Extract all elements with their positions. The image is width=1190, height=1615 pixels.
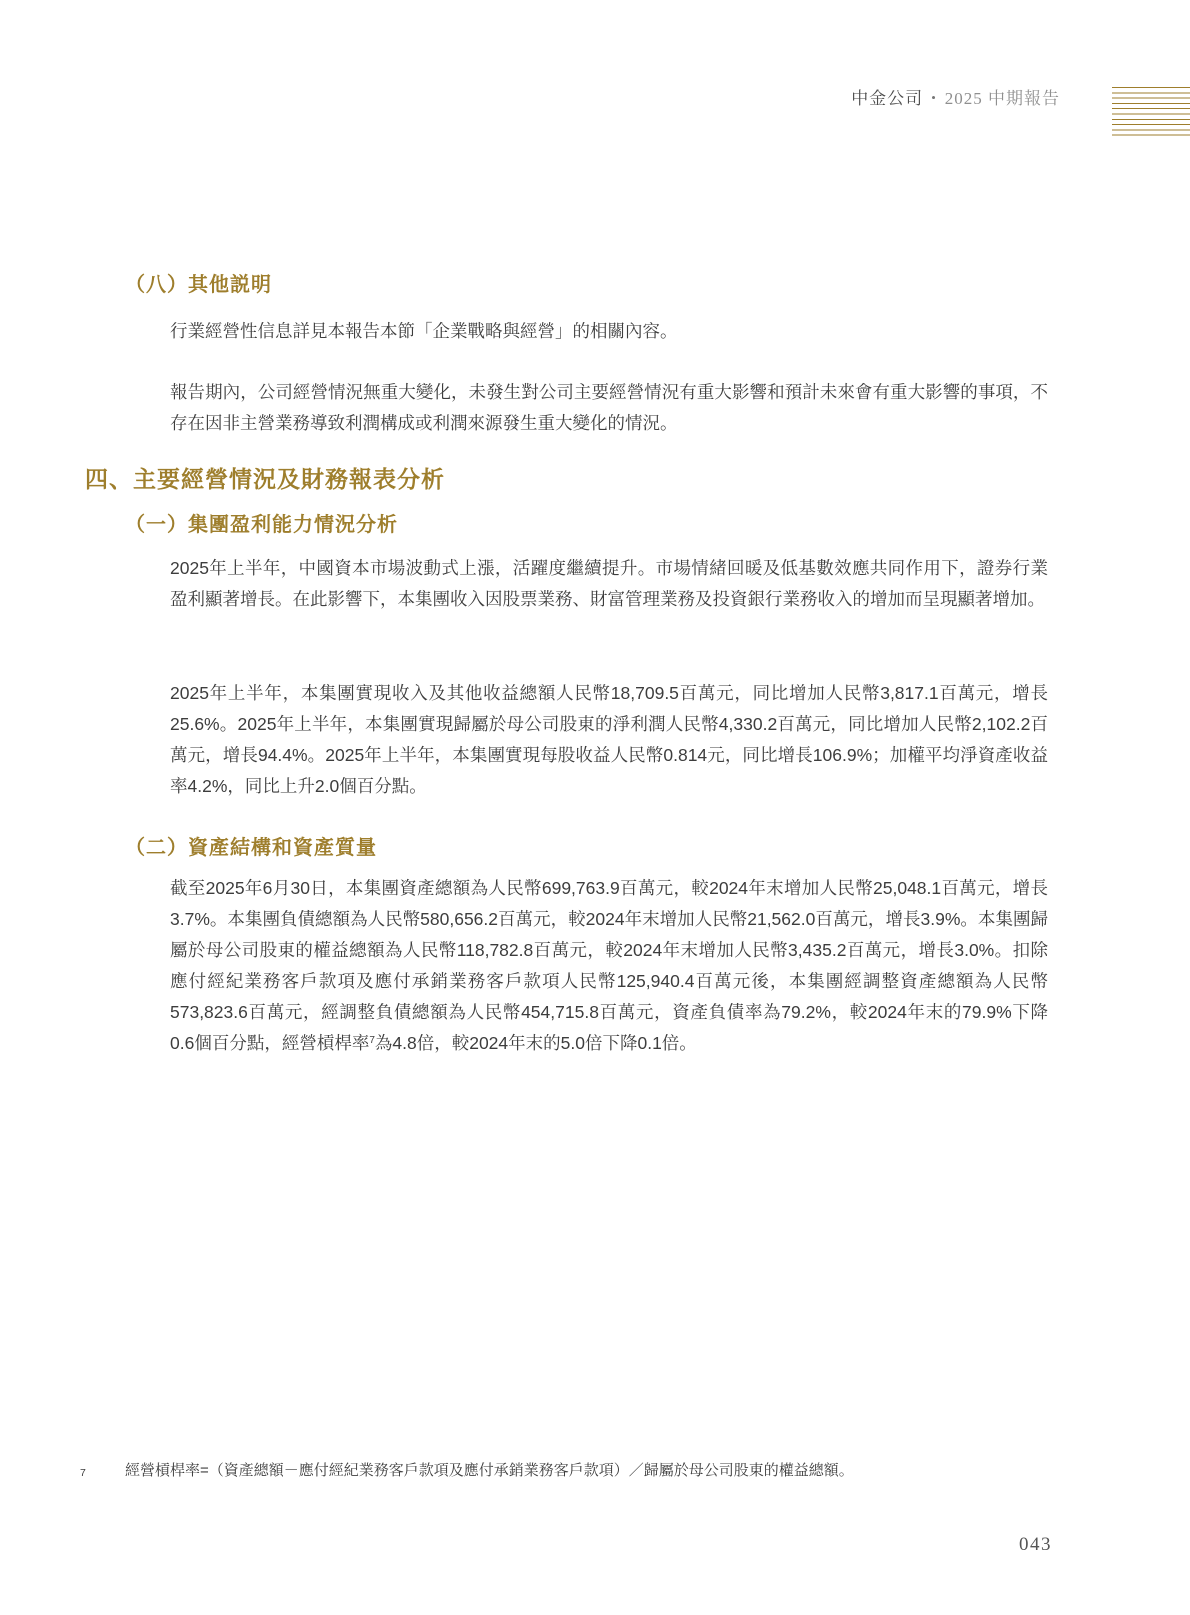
- footnote-reference-7: 7: [369, 1035, 375, 1046]
- section8-paragraph-2: 報告期內，公司經營情況無重大變化，未發生對公司主要經營情況有重大影響和預計未來會有重大影響的事項，不存在因非主營業務導致利潤構成或利潤來源發生重大變化的情況。: [170, 382, 1048, 433]
- sub2-paragraph-text-before-footnote-ref: 截至2025年6月30日，本集團資產總額為人民幣699,763.9百萬元，較2024年末增加人民幣25,048.1百萬元，增長3.7%。本集團負債總額為人民幣580,656.2百萬元，較2024年末增加人民幣21,562.0百萬元，增長3.9%。本集團歸屬於母公司股東的權益總額為人民幣118,782.8百萬元，較2024年末增加人民幣3,435.2百萬元，增長3.0%。扣除應付經紀業務客戶款項及應付承銷業務客戶款項人民幣125,940.4百萬元後，本集團經調整資產總額為人民幣573,823.6百萬元，經調整負債總額為人民幣454,715.8百萬元，資產負債率為79.2%，較2024年末的79.9%下降0.6個百分點，經營槓桿率: [170, 878, 1048, 1053]
- header-bullet-separator: •: [931, 90, 937, 105]
- gold-stripes-decoration: [1112, 87, 1190, 136]
- section4-heading: 四、主要經營情況及財務報表分析: [85, 466, 445, 492]
- section4-sub1-heading: （一）集團盈利能力情況分析: [125, 514, 398, 536]
- sub2-paragraph-1: [170, 873, 1048, 1059]
- report-title: 2025 中期報告: [944, 89, 1060, 108]
- section8-heading: （八）其他説明: [125, 274, 272, 296]
- page-number: 043: [1019, 1534, 1052, 1555]
- footnote-7: [80, 1460, 1040, 1484]
- sub1-paragraph-2: 2025年上半年，本集團實現收入及其他收益總額人民幣18,709.5百萬元，同比增加人民幣3,817.1百萬元，增長25.6%。2025年上半年，本集團實現歸屬於母公司股東的淨利潤人民幣4,330.2百萬元，同比增加人民幣2,102.2百萬元，增長94.4%。2025年上半年，本集團實現每股收益人民幣0.814元，同比增長106.9%；加權平均淨資產收益率4.2%，同比上升2.0個百分點。: [170, 683, 1048, 796]
- section8-paragraph-1: 行業經營性信息詳見本報告本節「企業戰略與經營」的相關內容。: [170, 321, 678, 341]
- footnote-text: 經營槓桿率=（資產總額－應付經紀業務客戶款項及應付承銷業務客戶款項）／歸屬於母公司股東的權益總額。: [125, 1462, 854, 1479]
- sub2-paragraph-text-after-footnote-ref: 為4.8倍，較2024年末的5.0倍下降0.1倍。: [374, 1033, 697, 1053]
- page-header: [851, 84, 1060, 109]
- section4-sub2-heading: （二）資產結構和資產質量: [125, 837, 377, 859]
- company-name: 中金公司: [851, 89, 924, 108]
- footnote-marker: 7: [80, 1467, 86, 1479]
- sub1-paragraph-1: 2025年上半年，中國資本市場波動式上漲，活躍度繼續提升。市場情緒回暖及低基數效應共同作用下，證券行業盈利顯著增長。在此影響下，本集團收入因股票業務、財富管理業務及投資銀行業務收入的增加而呈現顯著增加。: [170, 558, 1048, 609]
